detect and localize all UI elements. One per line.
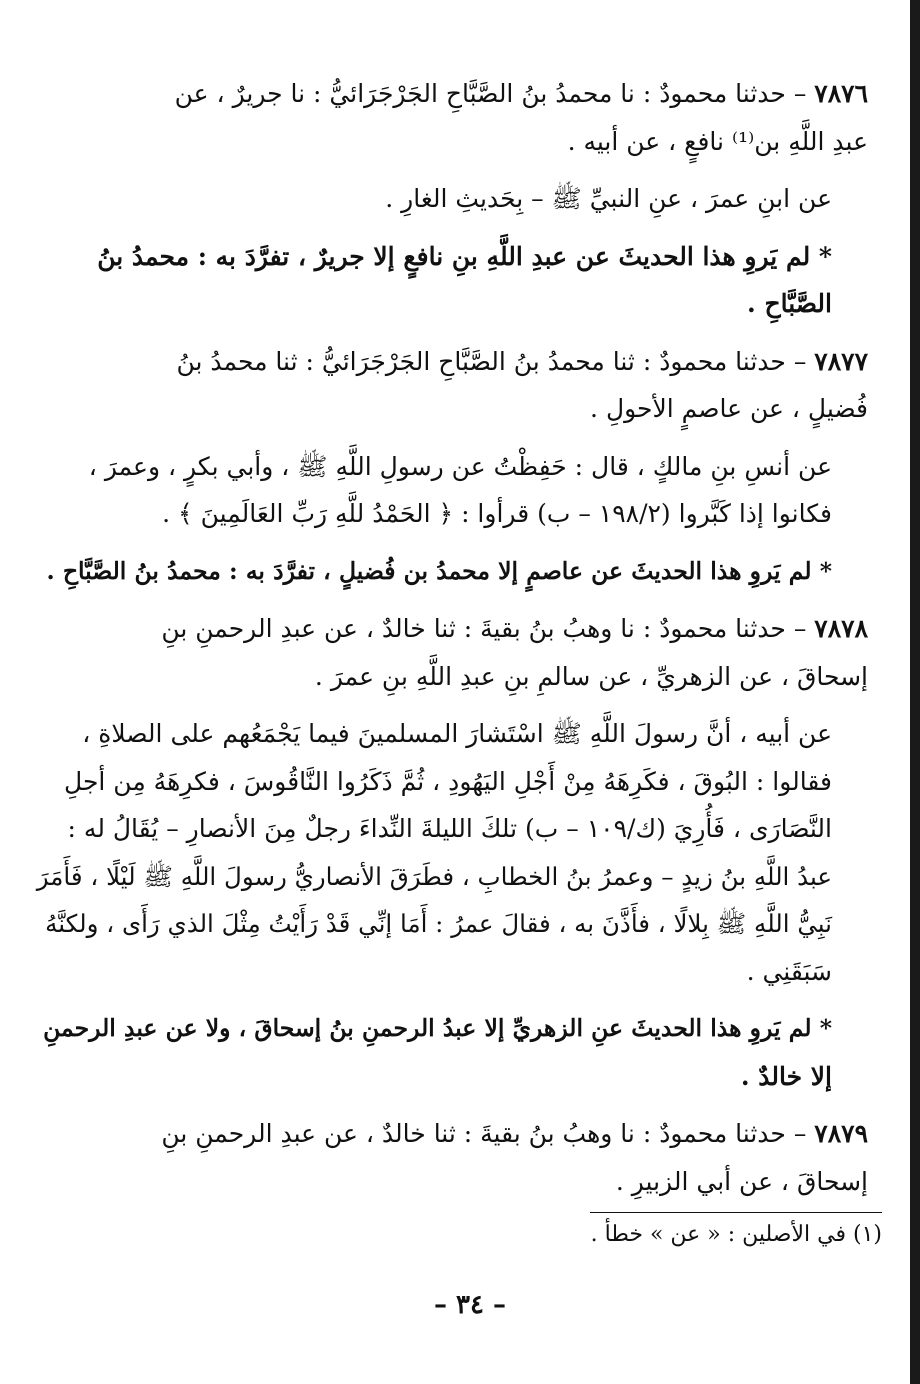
hadith-7877-number: ٧٨٧٧ [814, 346, 868, 376]
hadith-7876-number: ٧٨٧٦ [814, 79, 868, 108]
hadith-7879-isnad-line-2: إسحاقَ ، عن أبي الزبيرِ . [615, 1166, 868, 1196]
hadith-7877-matn-line-2: فكانوا إذا كَبَّروا (١٩٨/٢ – ب) قرأوا : ﴿ الحَمْدُ للَّهِ رَبِّ العَالَمِينَ ﴾ . [162, 499, 832, 528]
hadith-7877-isnad [36, 338, 868, 433]
hadith-7876-note-line-1: * لم يَروِ هذا الحديثَ عن عبدِ اللَّهِ بنِ نافعٍ إلا جريرٌ ، تفرَّدَ به : محمدُ بنُ [97, 241, 832, 271]
hadith-7879-number: ٧٨٧٩ [814, 1119, 868, 1148]
hadith-7877-note [36, 548, 868, 596]
page-number: – ٣٤ – [433, 1290, 507, 1320]
hadith-7878-note-line-2: إلا خالدٌ . [740, 1061, 832, 1091]
hadith-7877-isnad-line-2: فُضيلٍ ، عن عاصمٍ الأحولِ . [590, 394, 868, 423]
hadith-7879-isnad [36, 1110, 868, 1205]
hadith-7878-matn-line-6: سَبَقَنِي . [746, 956, 832, 986]
footnote-separator [590, 1212, 882, 1213]
hadith-7877-isnad-line-1: ٧٨٧٧ – حدثنا محمودٌ : ثنا محمدُ بنُ الصَّبَّاحِ الجَرْجَرَائيُّ : ثنا محمدُ بنُ [176, 346, 868, 376]
hadith-7878-number: ٧٨٧٨ [814, 614, 868, 643]
hadith-7878-matn-line-3: النَّصَارَى ، فَأُرِيَ (ك/١٠٩ – ب) تلكَ الليلةَ النِّداءَ رجلٌ مِنَ الأنصارِ – يُقَالُ له : [67, 814, 832, 843]
hadith-7878-isnad [36, 605, 868, 700]
hadith-7876-matn-line-1: عن ابنِ عمرَ ، عنِ النبيِّ ﷺ – بِحَديثِ الغارِ . [385, 184, 832, 213]
hadith-7876-note [36, 233, 868, 328]
footnote: (١) في الأصلين : « عن » خطأ . [590, 1222, 882, 1247]
hadith-7876-isnad [36, 70, 868, 165]
hadith-7876-isnad-line-2: عبدِ اللَّهِ بن⁽¹⁾ نافعٍ ، عن أبيه . [567, 126, 868, 156]
hadith-7879-isnad-line-1: ٧٨٧٩ – حدثنا محمودٌ : نا وهبُ بنُ بقيةَ : ثنا خالدٌ ، عن عبدِ الرحمنِ بنِ [161, 1119, 868, 1148]
hadith-7878-matn-line-5: نَبِيُّ اللَّهِ ﷺ بِلالًا ، فأَذَّنَ به ، فقالَ عمرُ : أَمَا إنِّي قَدْ رَأَيْتُ مِثْلَ الذي رَأَى ، ولكنَّهُ [45, 909, 832, 938]
hadith-7878-matn-line-2: فقالوا : البُوقَ ، فكَرِهَهُ مِنْ أَجْلِ اليَهُودِ ، ثُمَّ ذَكَرُوا النَّاقُوسَ ، فكرِهَهُ مِن أجلِ [64, 766, 832, 796]
hadith-7878-isnad-line-1: ٧٨٧٨ – حدثنا محمودٌ : نا وهبُ بنُ بقيةَ : ثنا خالدٌ ، عن عبدِ الرحمنِ بنِ [161, 614, 868, 643]
hadith-7877-matn [36, 443, 868, 538]
hadith-7878-matn-line-4: عبدُ اللَّهِ بنُ زيدٍ – وعمرُ بنُ الخطابِ ، فطَرَقَ الأنصاريُّ رسولَ اللَّهِ ﷺ لَيْلًا ، فَأَمَرَ [36, 861, 832, 891]
scan-edge-shadow [910, 0, 920, 1384]
page-body [36, 70, 868, 1215]
hadith-7876-isnad-line-1: ٧٨٧٦ – حدثنا محمودٌ : نا محمدُ بنُ الصَّبَّاحِ الجَرْجَرَائيُّ : نا جريرٌ ، عن [174, 79, 868, 108]
hadith-7878-note-line-1: * لم يَروِ هذا الحديثَ عنِ الزهريِّ إلا عبدُ الرحمنِ بنُ إسحاقَ ، ولا عن عبدِ الرحمنِ [43, 1014, 832, 1042]
hadith-7878-note [36, 1005, 868, 1100]
hadith-7878-matn [36, 710, 868, 995]
hadith-7878-matn-line-1: عن أبيه ، أنَّ رسولَ اللَّهِ ﷺ اسْتَشارَ المسلمينَ فيما يَجْمَعُهم على الصلاةِ ، [82, 719, 832, 748]
hadith-7876-matn [36, 175, 868, 223]
hadith-7876-note-line-2: الصَّبَّاحِ . [747, 289, 832, 318]
hadith-7877-note-line-1: * لم يَروِ هذا الحديثَ عن عاصمٍ إلا محمدُ بن فُضيلٍ ، تفرَّدَ به : محمدُ بنُ الصَّبَّاحِ . [46, 556, 832, 585]
hadith-7877-matn-line-1: عن أنسِ بنِ مالكٍ ، قال : حَفِظْتُ عن رسولِ اللَّهِ ﷺ ، وأبي بكرٍ ، وعمرَ ، [88, 451, 832, 481]
hadith-7878-isnad-line-2: إسحاقَ ، عن الزهريِّ ، عن سالمِ بنِ عبدِ اللَّهِ بنِ عمرَ . [314, 661, 868, 691]
